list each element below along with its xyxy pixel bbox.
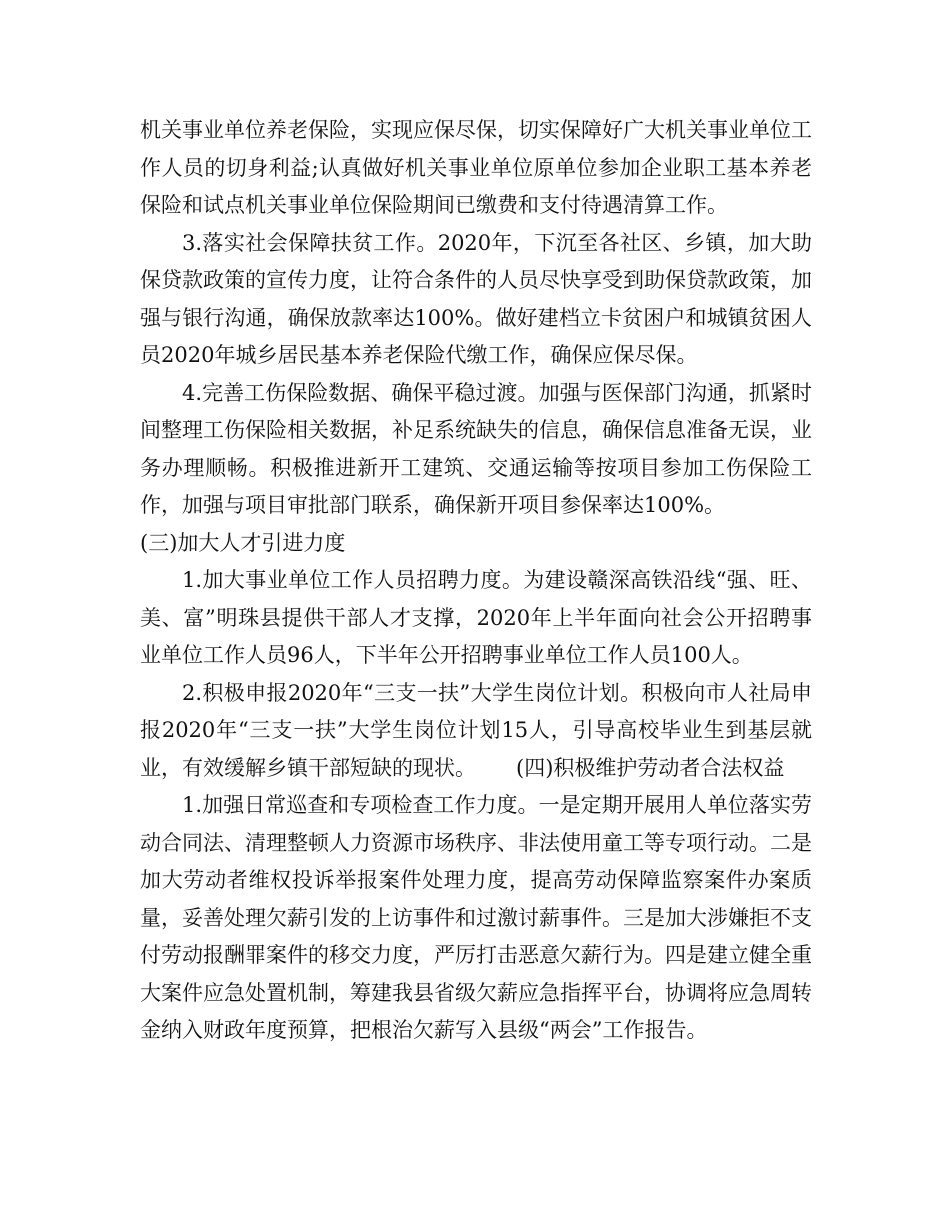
paragraph-pension-continuation: 机关事业单位养老保险，实现应保尽保，切实保障好广大机关事业单位工作人员的切身利益;认真做好机关事业单位原单位参加企业职工基本养老保险和试点机关事业单位保险期间已缴费和支付待遇清算工作。 bbox=[140, 118, 812, 217]
paragraph-social-security-poverty: 3.落实社会保障扶贫工作。2020年，下沉至各社区、乡镇，加大助保贷款政策的宣传力度，让符合条件的人员尽快享受到助保贷款政策，加强与银行沟通，确保放款率达100%。做好建档立卡贫困户和城镇贫困人员2020年城乡居民基本养老保险代缴工作，确保应保尽保。 bbox=[140, 230, 812, 367]
paragraph-work-injury-insurance: 4.完善工伤保险数据、确保平稳过渡。加强与医保部门沟通，抓紧时间整理工伤保险相关数据，补足系统缺失的信息，确保信息准备无误，业务办理顺畅。积极推进新开工建筑、交通运输等按项目参加工伤保险工作，加强与项目审批部门联系，确保新开项目参保率达100%。 bbox=[140, 380, 812, 517]
paragraph-three-supports-text: 2.积极申报2020年“三支一扶”大学生岗位计划。积极向市人社局申报2020年“三支一扶”大学生岗位计划15人，引导高校毕业生到基层就业，有效缓解乡镇干部短缺的现状。 bbox=[140, 680, 812, 780]
paragraph-recruitment: 1.加大事业单位工作人员招聘力度。为建设赣深高铁沿线“强、旺、美、富”明珠县提供干部人才支撑，2020年上半年面向社会公开招聘事业单位工作人员96人，下半年公开招聘事业单位工作人员100人。 bbox=[140, 568, 812, 667]
section-heading-talent: (三)加大人才引进力度 bbox=[140, 530, 346, 555]
paragraph-inspection: 1.加强日常巡查和专项检查工作力度。一是定期开展用人单位落实劳动合同法、清理整顿人力资源市场秩序、非法使用童工等专项行动。二是加大劳动者维权投诉举报案件处理力度，提高劳动保障监察案件办案质量，妥善处理欠薪引发的上访事件和过激讨薪事件。三是加大涉嫌拒不支付劳动报酬罪案件的移交力度，严厉打击恶意欠薪行为。四是建立健全重大案件应急处置机制，筹建我县省级欠薪应急指挥平台，协调将应急周转金纳入财政年度预算，把根治欠薪写入县级“两会”工作报告。 bbox=[140, 793, 812, 1042]
paragraph-three-supports-plan bbox=[140, 675, 812, 788]
document-page bbox=[140, 112, 812, 1050]
section-heading-labor-rights: (四)积极维护劳动者合法权益 bbox=[516, 755, 785, 780]
